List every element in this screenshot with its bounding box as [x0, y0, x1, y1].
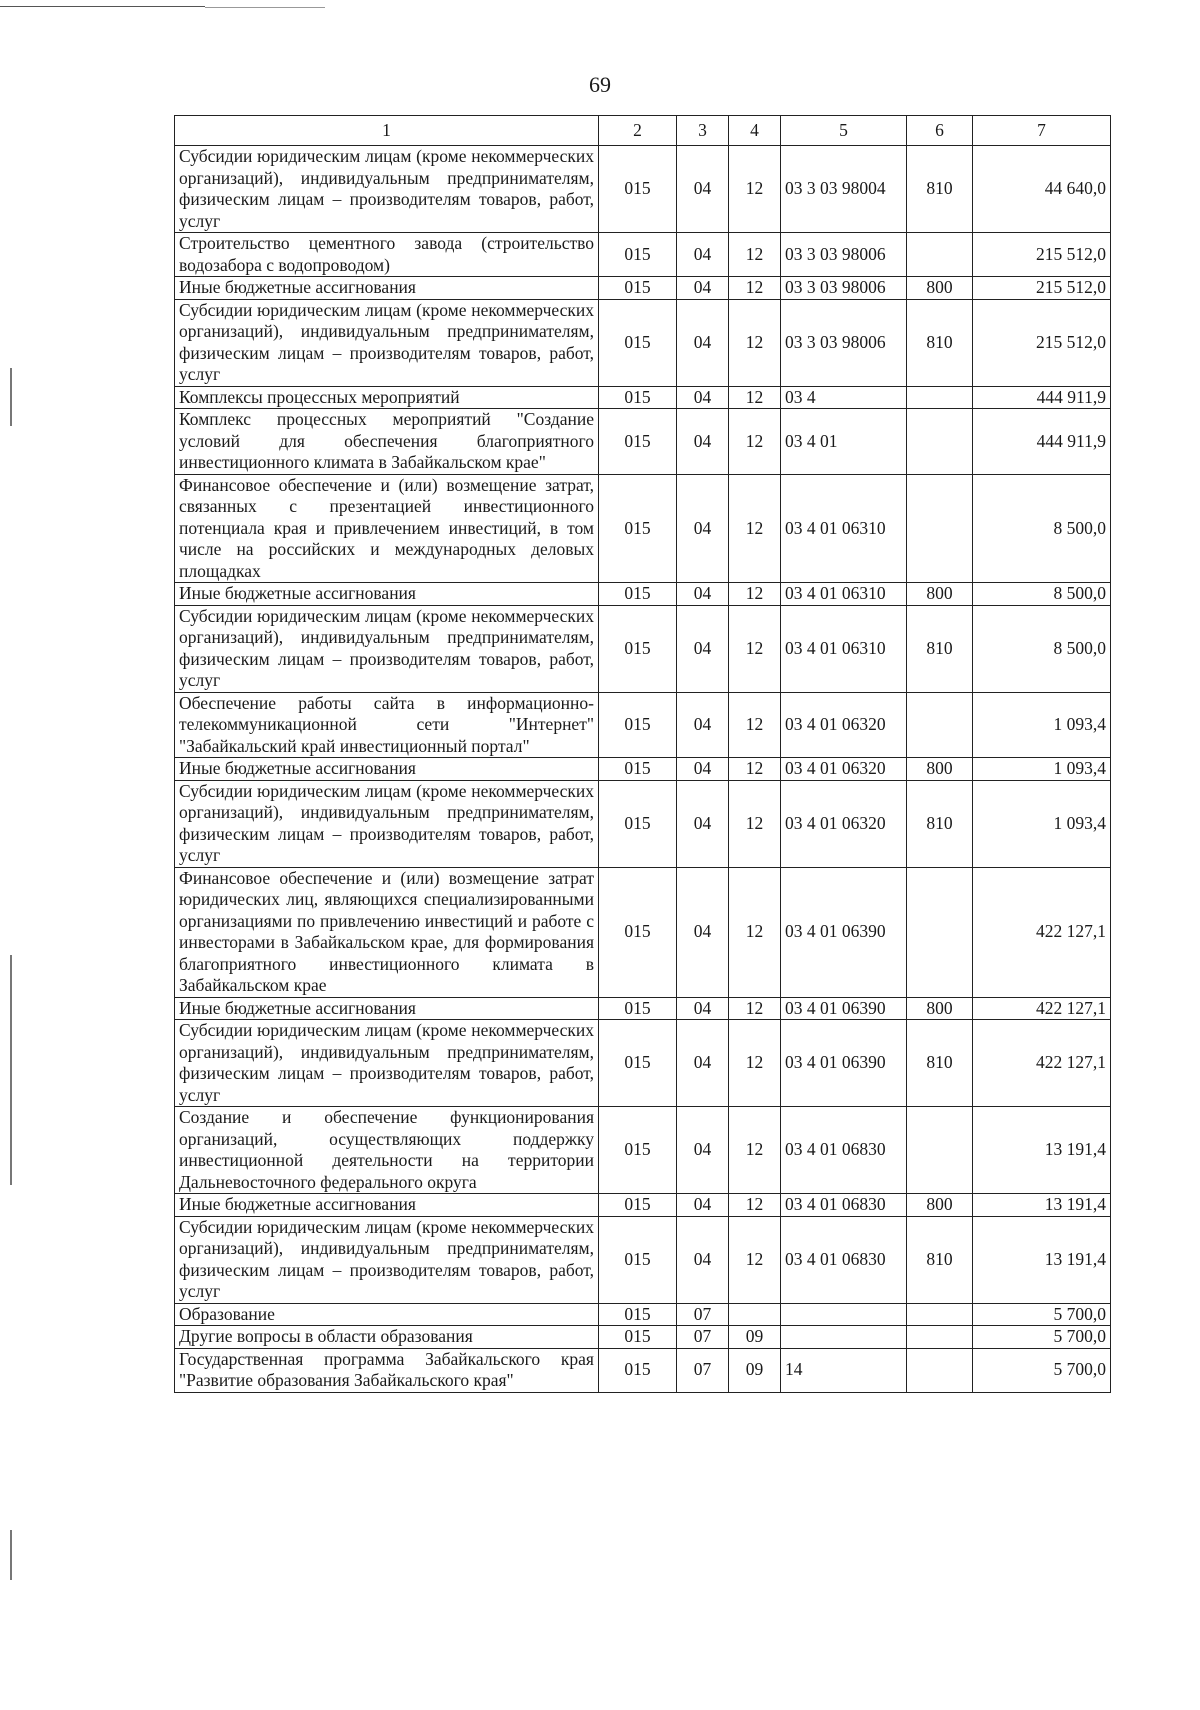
target-article-cell: 14 — [781, 1348, 907, 1392]
description-cell: Финансовое обеспечение и (или) возмещение затрат, связанных с презентацией инвестиционного потенциала края и привлечением инвестиций, в том числе на российских и международных деловых площадках — [175, 474, 599, 583]
expense-type-cell: 800 — [907, 277, 973, 300]
budget-code-cell: 015 — [599, 277, 677, 300]
description-cell: Субсидии юридическим лицам (кроме некоммерческих организаций), индивидуальным предпринимателям, физическим лицам – производителям товаров, работ, услуг — [175, 299, 599, 386]
target-article-cell: 03 4 01 06830 — [781, 1216, 907, 1303]
amount-cell: 5 700,0 — [973, 1326, 1111, 1349]
expense-type-cell — [907, 1326, 973, 1349]
table-row — [175, 1194, 1111, 1217]
subsection-cell: 12 — [729, 997, 781, 1020]
expense-type-cell — [907, 692, 973, 758]
column-header: 2 — [599, 116, 677, 146]
section-cell: 04 — [677, 1020, 729, 1107]
description-cell: Комплекс процессных мероприятий "Создание условий для обеспечения благоприятного инвестиционного климата в Забайкальском крае" — [175, 409, 599, 475]
expense-type-cell — [907, 1348, 973, 1392]
expense-type-cell: 800 — [907, 1194, 973, 1217]
scan-margin-mark — [10, 368, 12, 426]
section-cell: 04 — [677, 1216, 729, 1303]
description-cell: Комплексы процессных мероприятий — [175, 386, 599, 409]
budget-table — [174, 115, 1111, 1393]
subsection-cell: 09 — [729, 1348, 781, 1392]
budget-code-cell: 015 — [599, 233, 677, 277]
amount-cell: 8 500,0 — [973, 474, 1111, 583]
budget-code-cell: 015 — [599, 867, 677, 997]
budget-code-cell: 015 — [599, 1216, 677, 1303]
table-row — [175, 299, 1111, 386]
amount-cell: 444 911,9 — [973, 386, 1111, 409]
subsection-cell: 12 — [729, 299, 781, 386]
target-article-cell: 03 3 03 98004 — [781, 146, 907, 233]
description-cell: Иные бюджетные ассигнования — [175, 277, 599, 300]
target-article-cell: 03 4 01 06390 — [781, 867, 907, 997]
amount-cell: 444 911,9 — [973, 409, 1111, 475]
budget-code-cell: 015 — [599, 146, 677, 233]
section-cell: 04 — [677, 692, 729, 758]
subsection-cell: 12 — [729, 1194, 781, 1217]
amount-cell: 215 512,0 — [973, 233, 1111, 277]
table-row — [175, 780, 1111, 867]
expense-type-cell — [907, 1303, 973, 1326]
table-row — [175, 1107, 1111, 1194]
subsection-cell: 12 — [729, 277, 781, 300]
amount-cell: 44 640,0 — [973, 146, 1111, 233]
budget-code-cell: 015 — [599, 386, 677, 409]
section-cell: 04 — [677, 583, 729, 606]
section-cell: 04 — [677, 605, 729, 692]
description-cell: Иные бюджетные ассигнования — [175, 583, 599, 606]
amount-cell: 1 093,4 — [973, 692, 1111, 758]
table-row — [175, 692, 1111, 758]
table-row — [175, 605, 1111, 692]
budget-code-cell: 015 — [599, 1020, 677, 1107]
budget-code-cell: 015 — [599, 758, 677, 781]
target-article-cell: 03 4 01 06830 — [781, 1107, 907, 1194]
subsection-cell: 12 — [729, 583, 781, 606]
description-cell: Субсидии юридическим лицам (кроме некоммерческих организаций), индивидуальным предпринимателям, физическим лицам – производителям товаров, работ, услуг — [175, 780, 599, 867]
section-cell: 04 — [677, 277, 729, 300]
table-row — [175, 1020, 1111, 1107]
description-cell: Субсидии юридическим лицам (кроме некоммерческих организаций), индивидуальным предпринимателям, физическим лицам – производителям товаров, работ, услуг — [175, 605, 599, 692]
page-number: 69 — [589, 72, 611, 97]
amount-cell: 215 512,0 — [973, 299, 1111, 386]
target-article-cell: 03 4 01 06390 — [781, 997, 907, 1020]
expense-type-cell: 810 — [907, 146, 973, 233]
target-article-cell: 03 4 01 06830 — [781, 1194, 907, 1217]
column-header: 6 — [907, 116, 973, 146]
expense-type-cell: 800 — [907, 758, 973, 781]
expense-type-cell: 810 — [907, 1020, 973, 1107]
amount-cell: 13 191,4 — [973, 1107, 1111, 1194]
target-article-cell: 03 4 — [781, 386, 907, 409]
description-cell: Другие вопросы в области образования — [175, 1326, 599, 1349]
column-header: 4 — [729, 116, 781, 146]
column-header: 7 — [973, 116, 1111, 146]
target-article-cell: 03 4 01 06390 — [781, 1020, 907, 1107]
amount-cell: 422 127,1 — [973, 1020, 1111, 1107]
table-row — [175, 233, 1111, 277]
target-article-cell: 03 3 03 98006 — [781, 277, 907, 300]
expense-type-cell — [907, 867, 973, 997]
scan-margin-mark — [10, 1530, 12, 1580]
description-cell: Иные бюджетные ассигнования — [175, 997, 599, 1020]
target-article-cell: 03 4 01 06310 — [781, 583, 907, 606]
budget-code-cell: 015 — [599, 1107, 677, 1194]
subsection-cell: 12 — [729, 386, 781, 409]
table-row — [175, 409, 1111, 475]
description-cell: Субсидии юридическим лицам (кроме некоммерческих организаций), индивидуальным предпринимателям, физическим лицам – производителям товаров, работ, услуг — [175, 1216, 599, 1303]
table-row — [175, 867, 1111, 997]
amount-cell: 1 093,4 — [973, 780, 1111, 867]
budget-code-cell: 015 — [599, 997, 677, 1020]
section-cell: 04 — [677, 780, 729, 867]
description-cell: Государственная программа Забайкальского края "Развитие образования Забайкальского края" — [175, 1348, 599, 1392]
subsection-cell: 12 — [729, 233, 781, 277]
expense-type-cell: 810 — [907, 1216, 973, 1303]
column-header: 5 — [781, 116, 907, 146]
table-row — [175, 583, 1111, 606]
target-article-cell — [781, 1326, 907, 1349]
subsection-cell — [729, 1303, 781, 1326]
expense-type-cell — [907, 386, 973, 409]
budget-code-cell: 015 — [599, 780, 677, 867]
section-cell: 07 — [677, 1303, 729, 1326]
subsection-cell: 09 — [729, 1326, 781, 1349]
expense-type-cell — [907, 233, 973, 277]
subsection-cell: 12 — [729, 146, 781, 233]
table-row — [175, 997, 1111, 1020]
description-cell: Иные бюджетные ассигнования — [175, 1194, 599, 1217]
target-article-cell: 03 4 01 — [781, 409, 907, 475]
subsection-cell: 12 — [729, 474, 781, 583]
amount-cell: 422 127,1 — [973, 867, 1111, 997]
description-cell: Иные бюджетные ассигнования — [175, 758, 599, 781]
amount-cell: 8 500,0 — [973, 583, 1111, 606]
subsection-cell: 12 — [729, 780, 781, 867]
expense-type-cell: 800 — [907, 583, 973, 606]
budget-code-cell: 015 — [599, 474, 677, 583]
table-row — [175, 1216, 1111, 1303]
column-header: 1 — [175, 116, 599, 146]
section-cell: 04 — [677, 474, 729, 583]
target-article-cell: 03 3 03 98006 — [781, 299, 907, 386]
subsection-cell: 12 — [729, 1107, 781, 1194]
expense-type-cell: 810 — [907, 299, 973, 386]
expense-type-cell — [907, 474, 973, 583]
section-cell: 07 — [677, 1348, 729, 1392]
section-cell: 04 — [677, 299, 729, 386]
subsection-cell: 12 — [729, 758, 781, 781]
description-cell: Субсидии юридическим лицам (кроме некоммерческих организаций), индивидуальным предпринимателям, физическим лицам – производителям товаров, работ, услуг — [175, 1020, 599, 1107]
expense-type-cell: 810 — [907, 605, 973, 692]
subsection-cell: 12 — [729, 605, 781, 692]
budget-code-cell: 015 — [599, 299, 677, 386]
budget-code-cell: 015 — [599, 409, 677, 475]
target-article-cell: 03 3 03 98006 — [781, 233, 907, 277]
budget-code-cell: 015 — [599, 1348, 677, 1392]
target-article-cell: 03 4 01 06320 — [781, 758, 907, 781]
description-cell: Финансовое обеспечение и (или) возмещение затрат юридических лиц, являющихся специализированными организациями по привлечению инвестиций и работе с инвесторами в Забайкальском крае, для формирования благоприятного инвестиционного климата в Забайкальском крае — [175, 867, 599, 997]
description-cell: Образование — [175, 1303, 599, 1326]
expense-type-cell — [907, 1107, 973, 1194]
section-cell: 04 — [677, 1194, 729, 1217]
subsection-cell: 12 — [729, 1020, 781, 1107]
target-article-cell — [781, 1303, 907, 1326]
description-cell: Субсидии юридическим лицам (кроме некоммерческих организаций), индивидуальным предпринимателям, физическим лицам – производителям товаров, работ, услуг — [175, 146, 599, 233]
amount-cell: 8 500,0 — [973, 605, 1111, 692]
section-cell: 04 — [677, 233, 729, 277]
table-row — [175, 758, 1111, 781]
expense-type-cell: 810 — [907, 780, 973, 867]
budget-code-cell: 015 — [599, 1303, 677, 1326]
section-cell: 04 — [677, 386, 729, 409]
section-cell: 04 — [677, 867, 729, 997]
column-header: 3 — [677, 116, 729, 146]
expense-type-cell — [907, 409, 973, 475]
amount-cell: 215 512,0 — [973, 277, 1111, 300]
table-row — [175, 386, 1111, 409]
amount-cell: 13 191,4 — [973, 1216, 1111, 1303]
budget-code-cell: 015 — [599, 583, 677, 606]
table-row — [175, 474, 1111, 583]
budget-code-cell: 015 — [599, 1194, 677, 1217]
target-article-cell: 03 4 01 06320 — [781, 692, 907, 758]
table-row — [175, 1348, 1111, 1392]
scan-top-rule — [0, 6, 205, 7]
section-cell: 04 — [677, 409, 729, 475]
section-cell: 04 — [677, 758, 729, 781]
amount-cell: 5 700,0 — [973, 1348, 1111, 1392]
section-cell: 07 — [677, 1326, 729, 1349]
description-cell: Обеспечение работы сайта в информационно-телекоммуникационной сети "Интернет" "Забайкальский край инвестиционный портал" — [175, 692, 599, 758]
table-row — [175, 1326, 1111, 1349]
scan-top-rule-faint — [205, 7, 325, 8]
subsection-cell: 12 — [729, 692, 781, 758]
amount-cell: 13 191,4 — [973, 1194, 1111, 1217]
budget-code-cell: 015 — [599, 692, 677, 758]
amount-cell: 422 127,1 — [973, 997, 1111, 1020]
target-article-cell: 03 4 01 06310 — [781, 605, 907, 692]
description-cell: Создание и обеспечение функционирования организаций, осуществляющих поддержку инвестиционной деятельности на территории Дальневосточного федерального округа — [175, 1107, 599, 1194]
budget-code-cell: 015 — [599, 605, 677, 692]
subsection-cell: 12 — [729, 1216, 781, 1303]
table-row — [175, 277, 1111, 300]
section-cell: 04 — [677, 146, 729, 233]
budget-code-cell: 015 — [599, 1326, 677, 1349]
subsection-cell: 12 — [729, 867, 781, 997]
target-article-cell: 03 4 01 06320 — [781, 780, 907, 867]
description-cell: Строительство цементного завода (строительство водозабора с водопроводом) — [175, 233, 599, 277]
section-cell: 04 — [677, 997, 729, 1020]
table-row — [175, 1303, 1111, 1326]
target-article-cell: 03 4 01 06310 — [781, 474, 907, 583]
amount-cell: 5 700,0 — [973, 1303, 1111, 1326]
section-cell: 04 — [677, 1107, 729, 1194]
scan-margin-mark — [10, 955, 12, 1185]
subsection-cell: 12 — [729, 409, 781, 475]
table-row — [175, 146, 1111, 233]
expense-type-cell: 800 — [907, 997, 973, 1020]
header-row — [175, 116, 1111, 146]
amount-cell: 1 093,4 — [973, 758, 1111, 781]
